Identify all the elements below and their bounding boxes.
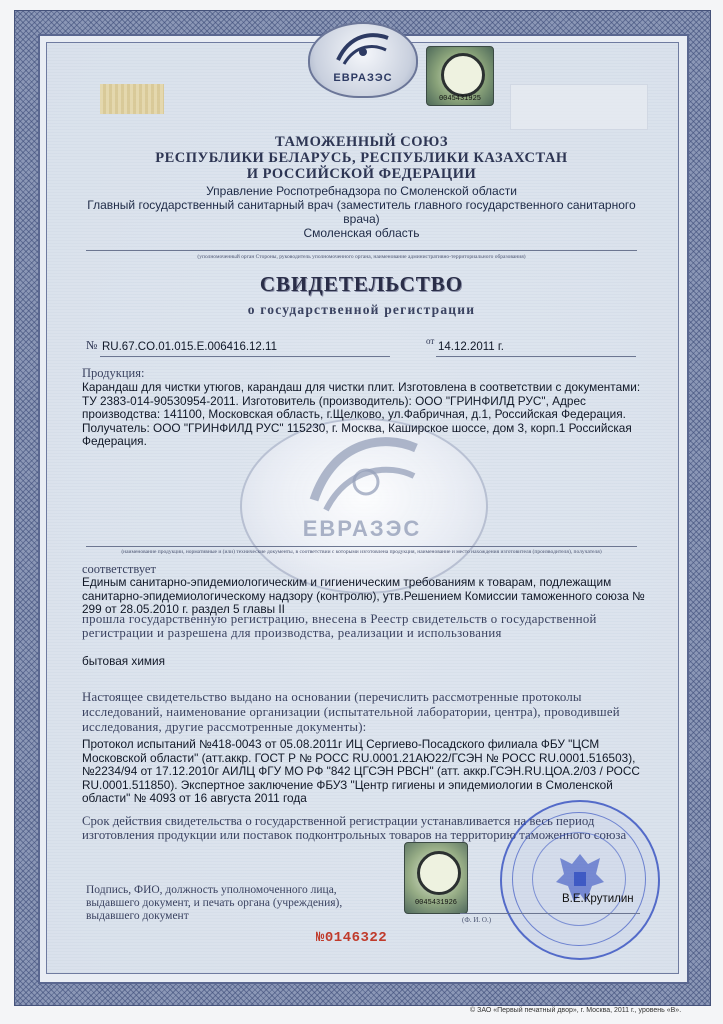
divider xyxy=(86,250,637,251)
issue-date: 14.12.2011 г. xyxy=(438,341,504,353)
usage-area: бытовая химия xyxy=(82,654,166,668)
evrazes-emblem xyxy=(308,22,418,98)
hologram-top xyxy=(426,46,494,106)
hologram-mark-icon xyxy=(441,53,485,97)
printer-footer: © ЗАО «Первый печатный двор», г. Москва, 2011 г., уровень «В». xyxy=(470,1007,682,1014)
product-label: Продукция: xyxy=(82,366,145,380)
certificate-number: RU.67.CO.01.015.E.006416.12.11 xyxy=(102,341,277,353)
conformity-text: Единым санитарно-эпидемиологическим и гигиеническим требованиям к товарам, подлежащим санитарно-эпидемиологическому надзору (контролю), утв.Решением Комиссии таможенного союза № 299 от 28.05.2010 г. раздел 5 главы II xyxy=(82,575,645,617)
serial-number: №0146322 xyxy=(316,930,388,946)
divider xyxy=(100,356,390,357)
double-headed-eagle-icon xyxy=(502,802,658,958)
conformity-label: соответствует xyxy=(82,562,156,576)
basis-documents: Протокол испытаний №418-0043 от 05.08.2011г ИЦ Сергиево-Посадского филиала ФБУ "ЦСМ Московской области" (атт.аккр. ГОСТ Р № РОСС RU.0001.21АЮ22/ГСЭН № РОСС RU.0001.516503), №2234/94 от 17.12.2010г АИЛЦ ФГУ МО РФ "842 ЦГСЭН РВСН" (атт. аккр.ГСЭН.RU.ЦОА.2/03 / РОСС RU.0001.511850). Экспертное заключение ФБУЗ "Центр гигиены и эпидемиологии в Смоленской области" № 4093 от 16 августа 2011 года xyxy=(82,737,640,806)
divider xyxy=(436,356,636,357)
hologram-mark-icon xyxy=(417,851,461,895)
signature-line xyxy=(460,913,640,914)
union-heading: ТАМОЖЕННЫЙ СОЮЗ РЕСПУБЛИКИ БЕЛАРУСЬ, РЕСПУБЛИКИ КАЗАХСТАН И РОССИЙСКОЙ ФЕДЕРАЦИИ xyxy=(155,134,568,182)
emblem-label: ЕВРАЗЭС xyxy=(333,72,393,84)
signer-name: В.Е.Крутилин xyxy=(562,893,634,905)
security-strip-right xyxy=(510,84,648,130)
hologram-bottom xyxy=(404,842,468,914)
security-strip-left xyxy=(100,84,164,114)
hologram-number: 0045431926 xyxy=(414,899,457,907)
issuing-authority: Управление Роспотребнадзора по Смоленской области Главный государственный санитарный врач (заместитель главного государственного санитарного врача) Смоленская область xyxy=(87,184,636,240)
hologram-number: 0045431925 xyxy=(438,95,481,103)
emblem-swirl-icon xyxy=(332,30,394,70)
document-subtitle: о государственной регистрации xyxy=(247,302,476,317)
signature-caption: (Ф. И. О.) xyxy=(462,916,492,924)
product-description: Карандаш для чистки утюгов, карандаш для чистки плит. Изготовлена в соответствии с документами: ТУ 2383-014-90530954-2011. Изготовитель (производитель): ООО "ГРИНФИЛД РУС", Адрес производства: 141100, Московская область, г.Щелково, ул.Фабричная, д.1, Российская Федерация. Получатель: ООО "ГРИНФИЛД РУС" 115230, г. Москва, Каширское шоссе, дом 3, корп.1 Российская Федерация. xyxy=(82,380,641,449)
basis-label: Настоящее свидетельство выдано на основании (перечислить рассмотренные протоколы исследований, наименование организации (испытательной лаборатории, центра), проводившей исследования, другие рассмотренные документы): xyxy=(82,690,620,734)
authority-caption: (уполномоченный орган Стороны, руководитель уполномоченного органа, наименование административно-территориального образования) xyxy=(197,254,526,260)
divider xyxy=(86,546,637,547)
number-label: № xyxy=(86,338,98,352)
official-seal xyxy=(500,800,660,960)
document-title: СВИДЕТЕЛЬСТВО xyxy=(259,272,464,296)
validity-text: Срок действия свидетельства о государственной регистрации устанавливается на весь период изготовления продукции или поставок подконтрольных товаров на территорию таможенного союза xyxy=(82,814,627,842)
watermark-label: ЕВРАЗЭС xyxy=(302,516,422,541)
date-label: от xyxy=(426,336,435,346)
product-caption: (наименование продукции, нормативные и (или) технические документы, в соответствии с которыми изготовлена продукция, наименование и место нахождения изготовителя (производителя), получателя) xyxy=(121,549,602,555)
signature-label: Подпись, ФИО, должность уполномоченного лица, выдавшего документ, и печать органа (учреждения), выдавшего документ xyxy=(86,884,343,922)
registration-text: прошла государственную регистрацию, внесена в Реестр свидетельств о государственной регистрации и разрешена для производства, реализации и использования xyxy=(82,612,597,640)
